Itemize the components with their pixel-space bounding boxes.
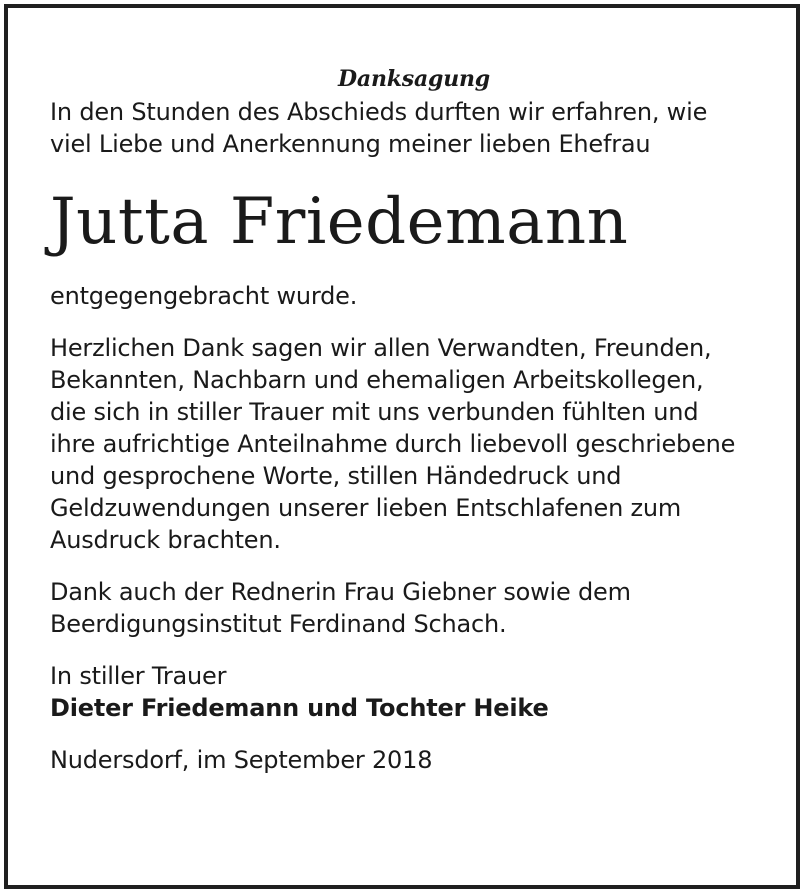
after-name-text: entgegengebracht wurde.: [50, 282, 358, 310]
thanks-line: Ausdruck brachten.: [50, 526, 281, 554]
place-date: Nudersdorf, im September 2018: [50, 746, 433, 774]
thanks-line: ihre aufrichtige Anteilnahme durch liebevoll geschriebene: [50, 430, 736, 458]
thanks-paragraph: [50, 332, 770, 556]
intro-paragraph: [50, 96, 770, 160]
also-thanks-line: Beerdigungsinstitut Ferdinand Schach.: [50, 610, 507, 638]
thanks-line: die sich in stiller Trauer mit uns verbunden fühlten und: [50, 398, 699, 426]
notice-heading: Danksagung: [338, 66, 490, 92]
intro-line: In den Stunden des Abschieds durften wir erfahren, wie: [50, 98, 708, 126]
intro-line: viel Liebe und Anerkennung meiner lieben Ehefrau: [50, 130, 651, 158]
notice-content: [50, 64, 770, 776]
mourning-label: In stiller Trauer: [50, 662, 227, 690]
mourning-block: [50, 660, 770, 724]
thanks-line: und gesprochene Worte, stillen Händedruck und: [50, 462, 622, 490]
deceased-name: Jutta Friedemann: [50, 185, 629, 259]
signatories: Dieter Friedemann und Tochter Heike: [50, 694, 549, 722]
notice-frame: [4, 4, 800, 889]
thanks-line: Geldzuwendungen unserer lieben Entschlafenen zum: [50, 494, 682, 522]
thanks-line: Herzlichen Dank sagen wir allen Verwandten, Freunden,: [50, 334, 712, 362]
also-thanks-paragraph: [50, 576, 770, 640]
also-thanks-line: Dank auch der Rednerin Frau Giebner sowie dem: [50, 578, 631, 606]
thanks-line: Bekannten, Nachbarn und ehemaligen Arbeitskollegen,: [50, 366, 704, 394]
